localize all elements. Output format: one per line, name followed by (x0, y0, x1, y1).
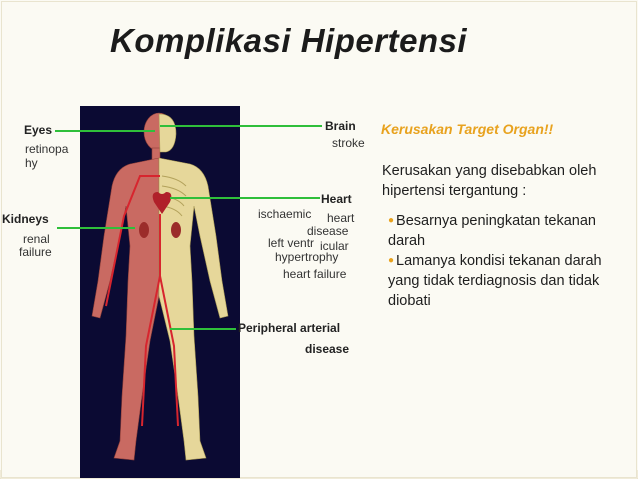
heart-detail-line-2: disease (307, 224, 349, 238)
peripheral-leader-line (170, 328, 236, 330)
bullet-dot-icon: ● (388, 215, 395, 226)
target-organ-heading: Kerusakan Target Organ!! (381, 121, 554, 137)
bullet-item-1-text: Besarnya peningkatan tekanan darah (388, 213, 596, 249)
eyes-detail-line-2: hy (25, 156, 38, 170)
skeleton-half (159, 114, 228, 460)
left-kidney (139, 222, 149, 238)
heart-detail-line-4: hypertrophy (275, 250, 339, 264)
brain-detail: stroke (332, 136, 365, 150)
heart-detail-line-5: heart failure (283, 267, 347, 281)
bullet-dot-icon: ● (388, 255, 395, 266)
peripheral-label-line-1: Peripheral arterial (238, 321, 341, 335)
heart-detail-line-1a: ischaemic (258, 207, 312, 221)
heart-label: Heart (321, 192, 352, 206)
eyes-label: Eyes (24, 123, 53, 137)
heart-leader-line (170, 197, 320, 199)
brain-label: Brain (325, 119, 356, 133)
right-kidney (171, 222, 181, 238)
kidneys-detail-line-2: failure (19, 245, 52, 259)
kidneys-leader-line (57, 227, 135, 229)
eyes-detail-line-1: retinopa (25, 142, 69, 156)
explanation-intro: Kerusakan yang disebabkan oleh hipertensi tergantung : (382, 163, 597, 199)
kidneys-detail-line-1: renal (23, 232, 50, 246)
kidneys-label: Kidneys (2, 212, 49, 226)
eyes-leader-line (55, 130, 155, 132)
slide-title: Komplikasi Hipertensi (110, 22, 468, 59)
heart-detail-line-1b: heart (327, 211, 355, 225)
explanation-text-block (382, 161, 632, 311)
peripheral-label-line-2: disease (305, 342, 350, 356)
bullet-item-2-text: Lamanya kondisi tekanan darah yang tidak terdiagnosis dan tidak diobati (388, 253, 602, 309)
heart-detail-line-3b: icular (320, 239, 349, 253)
anatomy-figure (80, 106, 240, 478)
heart-detail-line-3a: left ventr (268, 236, 315, 250)
bullet-item-2 (382, 251, 632, 311)
brain-leader-line (160, 125, 322, 127)
bullet-item-1 (382, 211, 632, 251)
